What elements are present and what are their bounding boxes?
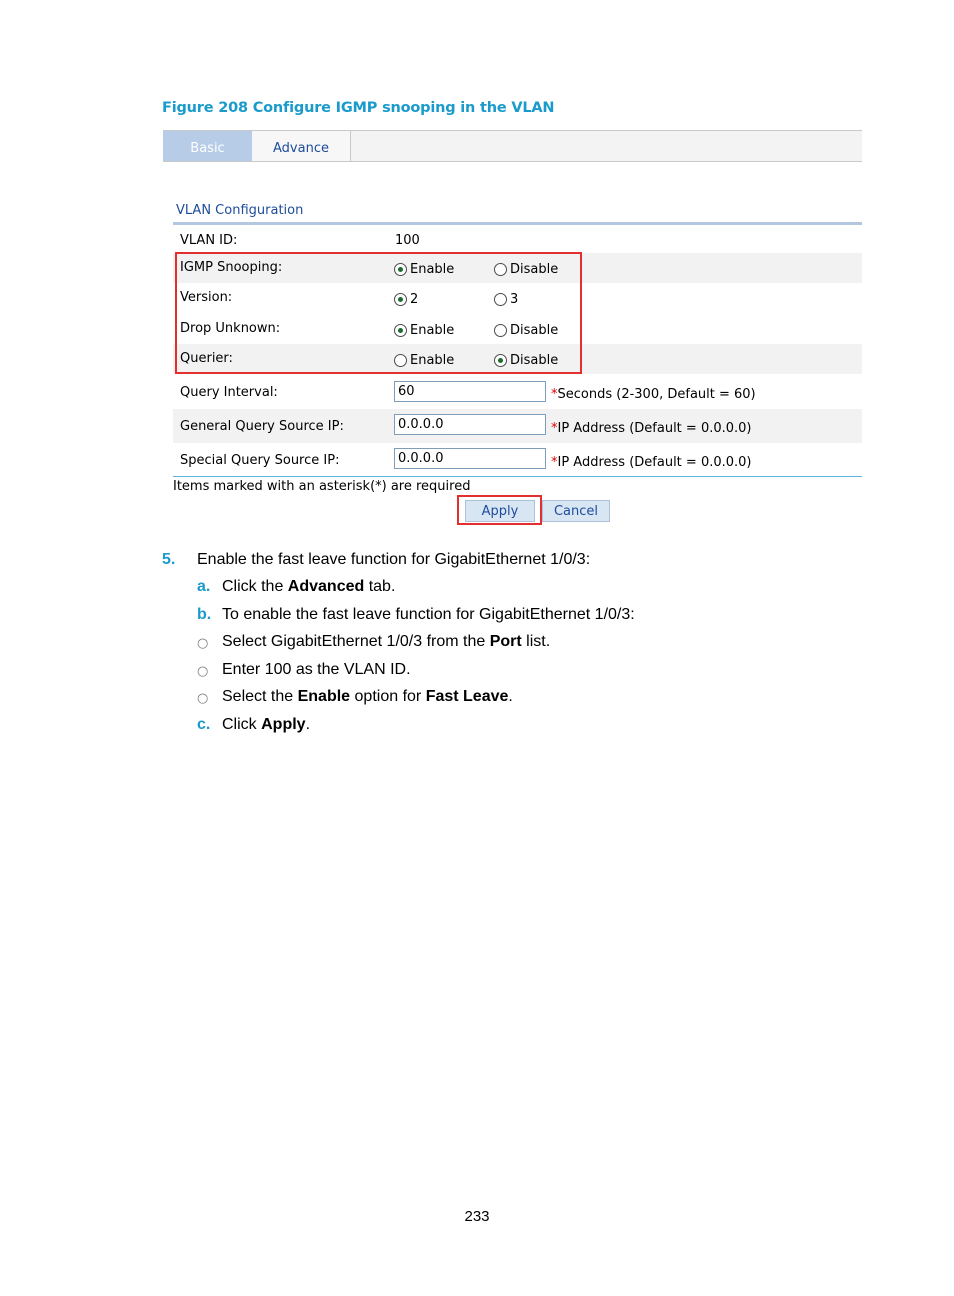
general-query-source-ip-hint — [551, 421, 752, 436]
radio-label: Enable — [410, 323, 455, 338]
required-asterisk: * — [551, 387, 558, 402]
bullet-icon: ○ — [197, 636, 209, 651]
highlight-box-options — [175, 252, 582, 374]
hint-text: IP Address (Default = 0.0.0.0) — [557, 455, 752, 470]
radio-label: Disable — [510, 262, 559, 277]
text-segment: option for — [350, 688, 426, 705]
special-query-source-ip-row — [173, 443, 862, 476]
tab-bar — [163, 130, 862, 162]
query-interval-input[interactable]: 60 — [394, 381, 546, 402]
step-b1-text — [222, 633, 550, 651]
special-query-source-ip-hint — [551, 455, 752, 470]
step-b-number: b. — [197, 606, 212, 623]
query-interval-hint — [551, 387, 756, 402]
general-query-source-ip-row — [173, 409, 862, 443]
cancel-button[interactable]: Cancel — [542, 500, 610, 522]
special-query-source-ip-input[interactable]: 0.0.0.0 — [394, 448, 546, 469]
vlan-id-row — [173, 227, 862, 253]
figure-caption: Figure 208 Configure IGMP snooping in the VLAN — [162, 100, 555, 116]
bullet-icon: ○ — [197, 691, 209, 706]
hint-text: IP Address (Default = 0.0.0.0) — [557, 421, 752, 436]
step-b3-text — [222, 688, 513, 706]
querier-label: Querier: — [180, 351, 233, 366]
vlan-id-value: 100 — [395, 233, 420, 248]
step-b-text: To enable the fast leave function for GigabitEthernet 1/0/3: — [222, 606, 635, 623]
step-5-number: 5. — [162, 551, 176, 568]
general-query-source-ip-label: General Query Source IP: — [180, 419, 344, 434]
apply-button[interactable]: Apply — [465, 500, 535, 522]
special-query-source-ip-label: Special Query Source IP: — [180, 453, 340, 468]
hint-text: Seconds (2-300, Default = 60) — [557, 387, 756, 402]
text-segment: Click the — [222, 578, 288, 595]
text-bold: Advanced — [287, 578, 365, 595]
required-asterisk: * — [551, 455, 558, 470]
radio-label: 2 — [410, 292, 419, 307]
radio-label: Disable — [510, 353, 559, 368]
text-segment: Select the — [222, 688, 298, 705]
form-bottom-divider — [173, 476, 862, 477]
radio-label: Enable — [410, 262, 455, 277]
vlan-id-label: VLAN ID: — [180, 233, 238, 248]
page-number: 233 — [464, 1208, 490, 1225]
section-title: VLAN Configuration — [176, 203, 304, 218]
igmp-snooping-label: IGMP Snooping: — [180, 260, 283, 275]
text-segment: Click — [222, 716, 262, 733]
text-bold: Apply — [261, 716, 306, 733]
step-c-text — [222, 716, 310, 734]
text-segment: . — [508, 688, 513, 705]
text-segment: list. — [521, 633, 551, 650]
text-bold: Fast Leave — [425, 688, 509, 705]
text-bold: Port — [489, 633, 522, 650]
step-a-text — [222, 578, 395, 596]
text-segment: . — [305, 716, 311, 733]
required-asterisk: * — [551, 421, 558, 436]
tab-advance[interactable]: Advance — [252, 131, 351, 161]
drop-unknown-label: Drop Unknown: — [180, 321, 281, 336]
text-segment: Select GigabitEthernet 1/0/3 from the — [222, 633, 490, 650]
tab-basic[interactable]: Basic — [163, 131, 252, 161]
radio-label: Disable — [510, 323, 559, 338]
step-a-number: a. — [197, 578, 211, 595]
step-c-number: c. — [197, 716, 211, 733]
step-5-text: Enable the fast leave function for GigabitEthernet 1/0/3: — [197, 551, 591, 568]
query-interval-row — [173, 374, 862, 409]
step-b2-text: Enter 100 as the VLAN ID. — [222, 661, 411, 678]
text-bold: Enable — [297, 688, 351, 705]
highlight-box-apply — [457, 495, 542, 525]
required-note: Items marked with an asterisk(*) are required — [173, 479, 471, 494]
bullet-icon: ○ — [197, 664, 209, 679]
query-interval-label: Query Interval: — [180, 385, 278, 400]
radio-label: Enable — [410, 353, 455, 368]
text-segment: tab. — [364, 578, 396, 595]
radio-label: 3 — [510, 292, 519, 307]
section-divider — [173, 222, 862, 225]
general-query-source-ip-input[interactable]: 0.0.0.0 — [394, 414, 546, 435]
version-label: Version: — [180, 290, 233, 305]
